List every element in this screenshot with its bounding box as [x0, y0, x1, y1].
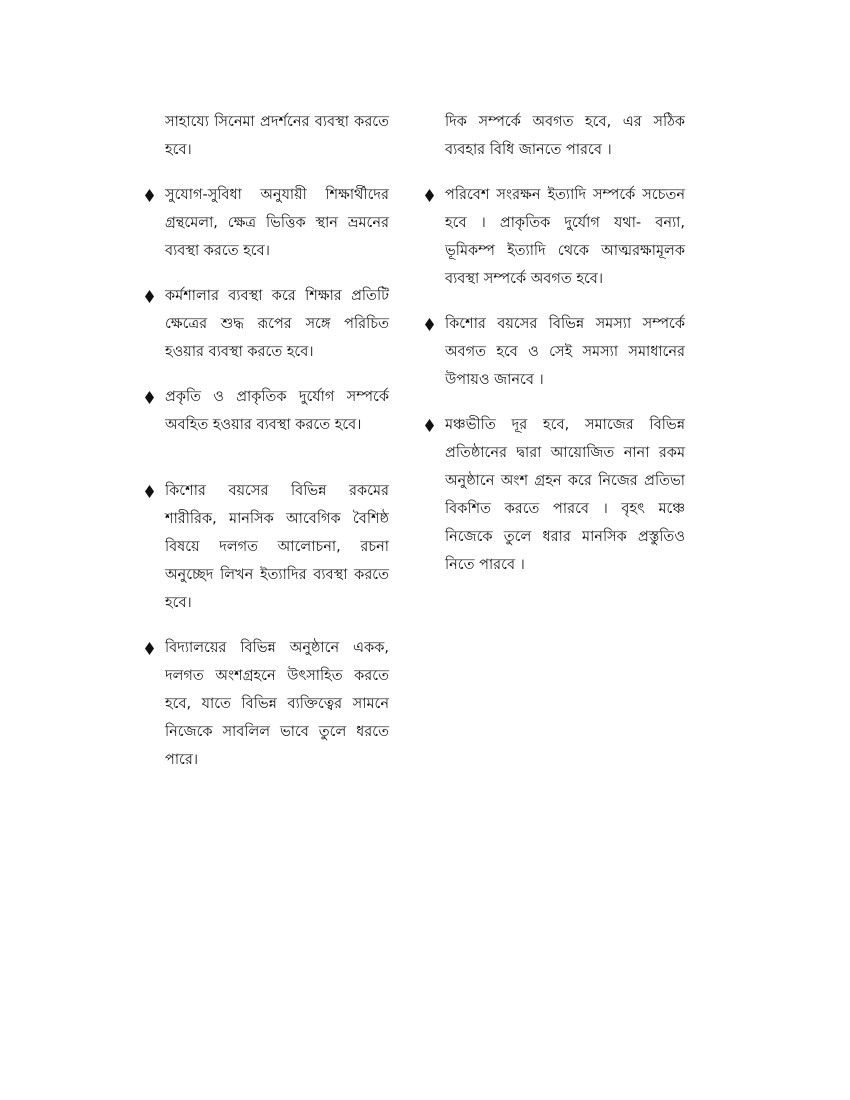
left-bullet-item [145, 181, 389, 265]
diamond-bullet-icon [145, 485, 154, 498]
right-continuation-text: দিক সম্পর্কে অবগত হবে, এর সঠিক ব্যবহার বিধি জানতে পারবে । [445, 114, 685, 158]
right-bullet-item [425, 181, 685, 293]
right-column [425, 108, 685, 596]
left-bullet-item [145, 477, 389, 617]
left-bullet-text: কর্মশালার ব্যবস্থা করে শিক্ষার প্রতিটি ক্ষেত্রের শুদ্ধ রূপের সঙ্গে পরিচিত হওয়ার ব্যবস্থা করতে হবে। [165, 288, 389, 360]
diamond-bullet-icon [145, 391, 154, 404]
right-bullet-text: মঞ্চভীতি দূর হবে, সমাজের বিভিন্ন প্রতিষ্ঠানের দ্বারা আয়োজিত নানা রকম অনুষ্ঠানে অংশ গ্রহন করে নিজের প্রতিভা বিকশিত করতে পারবে । বৃহৎ মঞ্চে নিজেকে তুলে ধরার মানসিক প্রস্তুতিও নিতে পারবে । [445, 417, 685, 573]
right-bullet-text: পরিবেশ সংরক্ষন ইত্যাদি সম্পর্কে সচেতন হবে । প্রাকৃতিক দুর্যোগ যথা- বন্যা, ভূমিকম্প ইত্যাদি থেকে আত্মরক্ষামূলক ব্যবস্থা সম্পর্কে অবগত হবে। [445, 187, 685, 287]
left-bullet-item [145, 634, 389, 774]
right-bullet-text: কিশোর বয়সের বিভিন্ন সমস্যা সম্পর্কে অবগত হবে ও সেই সমস্যা সমাধানের উপায়ও জানবে । [445, 316, 685, 388]
left-bullet-text: প্রকৃতি ও প্রাকৃতিক দুর্যোগ সম্পর্কে অবহিত হওয়ার ব্যবস্থা করতে হবে। [165, 389, 389, 433]
left-bullet-text: সুযোগ-সুবিধা অনুযায়ী শিক্ষার্থীদের গ্রন্থমেলা, ক্ষেত্র ভিত্তিক স্থান ভ্রমনের ব্যবস্থা করতে হবে। [165, 187, 389, 259]
diamond-bullet-icon [145, 189, 154, 202]
diamond-bullet-icon [425, 189, 434, 202]
left-bullet-item [145, 383, 389, 439]
diamond-bullet-icon [425, 419, 434, 432]
left-bullet-text: বিদ্যালয়ের বিভিন্ন অনুষ্ঠানে একক, দলগত অংশগ্রহনে উৎসাহিত করতে হবে, যাতে বিভিন্ন ব্যক্তিত্বের সামনে নিজেকে সাবলিল ভাবে তুলে ধরতে পারে। [165, 640, 389, 768]
left-continuation-text: সাহায্যে সিনেমা প্রদর্শনের ব্যবস্থা করতে হবে। [165, 114, 389, 158]
diamond-bullet-icon [145, 642, 154, 655]
left-bullet-text: কিশোর বয়সের বিভিন্ন রকমের শারীরিক, মানসিক আবেগিক বৈশিষ্ঠ বিষয়ে দলগত আলোচনা, রচনা অনুচ্ছেদ লিখন ইত্যাদির ব্যবস্থা করতে হবে। [165, 483, 389, 611]
right-bullet-item [425, 411, 685, 579]
right-bullet-item [425, 310, 685, 394]
diamond-bullet-icon [145, 290, 154, 303]
left-bullet-item [145, 282, 389, 366]
diamond-bullet-icon [425, 318, 434, 331]
left-column [145, 108, 389, 791]
